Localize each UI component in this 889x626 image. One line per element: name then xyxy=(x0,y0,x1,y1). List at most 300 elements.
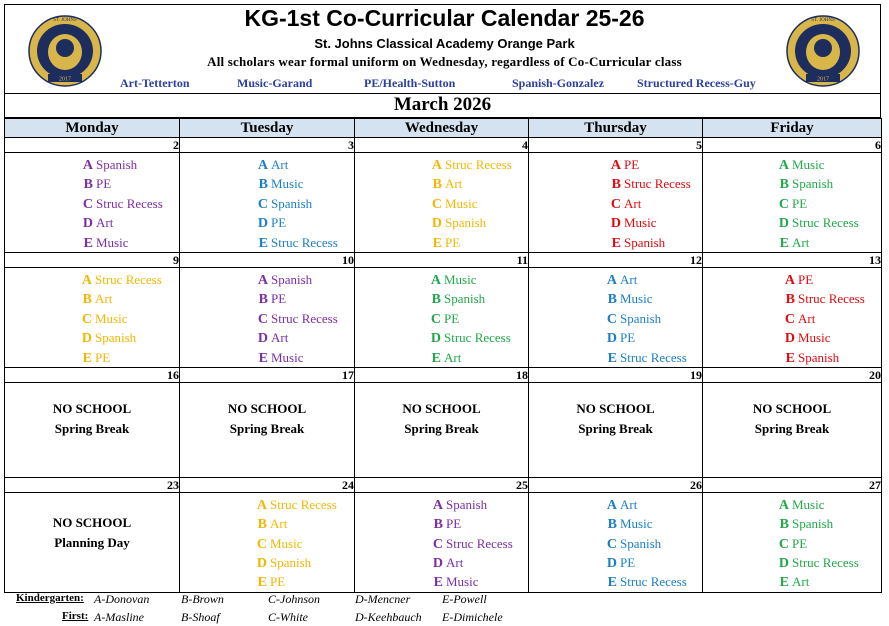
class-subject: Struc Recess xyxy=(96,195,163,211)
rotation-item xyxy=(428,194,528,213)
date-number: 23 xyxy=(5,477,180,492)
class-subject: Spanish xyxy=(798,349,840,365)
day-header-thursday: Thursday xyxy=(529,119,703,138)
rotation-item xyxy=(781,289,881,308)
date-number: 9 xyxy=(5,252,180,267)
date-number: 24 xyxy=(180,477,355,492)
class-subject: Struc Recess xyxy=(270,496,337,512)
no-school-label: NO SCHOOL xyxy=(402,400,481,416)
class-subject: Art xyxy=(624,195,642,211)
group-letter: A xyxy=(606,497,617,513)
class-subject: Art xyxy=(271,157,289,172)
rotation-item xyxy=(254,309,354,328)
rotation-item xyxy=(429,534,528,553)
rotation-item xyxy=(607,174,702,193)
day-cell-friday xyxy=(703,153,882,253)
group-letter: E xyxy=(258,235,268,251)
group-letter: D xyxy=(81,331,92,347)
day-cell-tuesday xyxy=(180,153,355,253)
class-subject: Struc Recess xyxy=(271,234,338,250)
class-subject: Art xyxy=(444,349,462,365)
rotation-item xyxy=(79,194,179,213)
group-letter: E xyxy=(432,235,442,251)
class-subject: Struc Recess xyxy=(792,215,859,231)
no-school-notice xyxy=(5,383,179,439)
date-number: 10 xyxy=(180,252,355,267)
calendar-grid xyxy=(4,118,882,593)
group-letter: B xyxy=(83,177,93,193)
group-letter: A xyxy=(431,158,442,173)
rotation-item xyxy=(603,328,702,347)
rotation-item xyxy=(253,495,354,514)
rotation-list xyxy=(703,495,881,592)
group-letter: D xyxy=(606,556,617,572)
class-subject: Spanish xyxy=(624,234,666,250)
class-subject: Struc Recess xyxy=(446,535,513,551)
class-subject: Art xyxy=(96,215,114,231)
class-subject: PE xyxy=(96,176,112,192)
rotation-item xyxy=(78,309,179,328)
group-letter: B xyxy=(432,177,442,193)
rotation-item xyxy=(427,309,528,328)
class-subject: Spanish xyxy=(620,535,662,551)
class-subject: PE xyxy=(798,271,814,287)
date-number: 25 xyxy=(355,477,529,492)
group-letter: B xyxy=(258,292,268,308)
date-number: 4 xyxy=(355,138,529,153)
day-cell-friday xyxy=(703,382,882,477)
rotation-item xyxy=(607,213,702,232)
rotation-item xyxy=(254,155,354,174)
rotation-list xyxy=(703,270,881,367)
rotation-item xyxy=(781,348,881,367)
rotation-item xyxy=(254,270,354,289)
rotation-item xyxy=(775,194,881,213)
class-subject: Spanish xyxy=(792,176,834,192)
rotation-list xyxy=(355,495,528,592)
group-letter: C xyxy=(606,536,617,552)
crest-top-text: ST. JOHNS xyxy=(811,18,835,23)
no-school-reason: Spring Break xyxy=(404,420,479,436)
no-school-notice xyxy=(703,383,881,439)
group-letter: A xyxy=(82,158,93,173)
date-number: 11 xyxy=(355,252,529,267)
group-letter: B xyxy=(258,177,268,193)
date-number: 18 xyxy=(355,367,529,382)
group-letter: A xyxy=(257,272,268,288)
rotation-item xyxy=(428,174,528,193)
class-subject: Music xyxy=(271,349,304,365)
rotation-item xyxy=(603,534,702,553)
class-subject: PE xyxy=(95,349,111,365)
class-subject: Spanish xyxy=(95,330,137,346)
date-number: 5 xyxy=(529,138,703,153)
rotation-item xyxy=(427,348,528,367)
group-letter: C xyxy=(610,196,621,212)
group-letter: A xyxy=(610,158,621,173)
rotation-item xyxy=(603,289,702,308)
class-subject: Music xyxy=(620,291,653,307)
class-subject: Spanish xyxy=(620,310,662,326)
rotation-list xyxy=(529,270,702,367)
group-letter: C xyxy=(257,196,268,212)
class-subject: Struc Recess xyxy=(798,291,865,307)
class-subject: PE xyxy=(624,157,640,172)
group-letter: D xyxy=(257,331,268,347)
group-letter: E xyxy=(785,350,795,366)
rotation-item xyxy=(79,233,179,252)
class-subject: PE xyxy=(444,310,460,326)
class-subject: Music xyxy=(624,215,657,231)
class-subject: Art xyxy=(446,555,464,571)
crest-year: 2017 xyxy=(59,76,71,83)
first-group-d: D-Keehbauch xyxy=(355,610,422,624)
rotation-item xyxy=(253,514,354,533)
day-cell-thursday xyxy=(529,153,703,253)
rotation-item xyxy=(603,348,702,367)
group-letter: B xyxy=(785,292,795,308)
rotation-item xyxy=(781,309,881,328)
rotation-item xyxy=(428,155,528,174)
rotation-item xyxy=(775,233,881,252)
day-cell-tuesday xyxy=(180,492,355,592)
group-letter: A xyxy=(606,272,617,288)
group-letter: B xyxy=(607,292,617,308)
class-subject: PE xyxy=(792,195,808,211)
rotation-item xyxy=(254,194,354,213)
rotation-list xyxy=(5,270,179,367)
rotation-item xyxy=(775,495,881,514)
no-school-notice xyxy=(5,493,179,553)
day-cell-wednesday xyxy=(355,267,529,367)
group-letter: B xyxy=(607,517,617,533)
group-letter: C xyxy=(606,311,617,327)
no-school-reason: Spring Break xyxy=(229,420,305,436)
rotation-item xyxy=(429,553,528,572)
no-school-label: NO SCHOOL xyxy=(52,400,132,416)
class-subject: Struc Recess xyxy=(271,310,338,326)
group-letter: E xyxy=(607,575,617,591)
rotation-item xyxy=(79,213,179,232)
class-subject: Spanish xyxy=(271,195,313,211)
group-letter: A xyxy=(430,272,441,288)
group-letter: C xyxy=(778,536,789,552)
day-header-tuesday: Tuesday xyxy=(180,119,355,138)
teacher-art: Art-Tetterton xyxy=(120,76,190,90)
rotation-list xyxy=(355,270,528,367)
rotation-item xyxy=(253,534,354,553)
class-subject: Art xyxy=(620,496,638,512)
rotation-item xyxy=(254,213,354,232)
rotation-list xyxy=(529,155,702,252)
first-group-b: B-Shoaf xyxy=(181,610,220,624)
class-subject: PE xyxy=(620,555,636,571)
group-letter: D xyxy=(257,216,268,232)
day-cell-monday xyxy=(5,153,180,253)
class-subject: Struc Recess xyxy=(792,555,859,571)
class-subject: Spanish xyxy=(792,516,834,532)
day-cell-wednesday xyxy=(355,382,529,477)
date-number: 12 xyxy=(529,252,703,267)
rotation-item xyxy=(78,289,179,308)
rotation-item xyxy=(428,233,528,252)
class-subject: Struc Recess xyxy=(620,574,687,590)
rotation-item xyxy=(253,553,354,572)
kg-group-c: C-Johnson xyxy=(268,592,320,606)
class-subject: Music xyxy=(95,310,128,326)
group-letter: E xyxy=(83,235,93,251)
day-cell-wednesday xyxy=(355,492,529,592)
rotation-item xyxy=(78,348,179,367)
date-number: 27 xyxy=(703,477,882,492)
first-group-a: A-Masline xyxy=(94,610,144,624)
rotation-item xyxy=(429,514,528,533)
teacher-recess: Structured Recess-Guy xyxy=(637,76,756,90)
no-school-reason: Planning Day xyxy=(54,534,130,550)
date-number: 2 xyxy=(5,138,180,153)
rotation-item xyxy=(775,174,881,193)
class-subject: Spanish xyxy=(446,496,488,512)
group-letter: C xyxy=(432,536,443,552)
group-letter: E xyxy=(779,575,789,591)
day-cell-friday xyxy=(703,492,882,592)
first-group-c: C-White xyxy=(268,610,308,624)
rotation-item xyxy=(429,572,528,591)
rotation-list xyxy=(5,155,179,252)
group-letter: D xyxy=(610,216,621,232)
first-label: First: xyxy=(62,610,89,622)
group-letter: B xyxy=(779,517,789,533)
rotation-item xyxy=(78,328,179,347)
rotation-item xyxy=(79,155,179,174)
day-cell-friday xyxy=(703,267,882,367)
class-subject: PE xyxy=(445,234,461,250)
group-letter: A xyxy=(432,497,443,513)
class-subject: Spanish xyxy=(270,555,312,571)
group-letter: C xyxy=(778,196,789,212)
day-header-wednesday: Wednesday xyxy=(355,119,529,138)
class-subject: Art xyxy=(792,574,810,590)
uniform-note: All scholars wear formal uniform on Wednesday, regardless of Co-Curricular class xyxy=(207,54,682,69)
no-school-reason: Spring Break xyxy=(54,420,130,436)
no-school-notice xyxy=(180,383,354,439)
no-school-reason: Spring Break xyxy=(578,420,653,436)
rotation-list xyxy=(355,155,528,252)
rotation-item xyxy=(79,174,179,193)
date-number: 16 xyxy=(5,367,180,382)
group-letter: D xyxy=(431,216,442,232)
group-letter: D xyxy=(432,556,443,572)
class-subject: Struc Recess xyxy=(95,271,162,287)
date-number: 6 xyxy=(703,138,882,153)
rotation-item xyxy=(607,233,702,252)
day-header-friday: Friday xyxy=(703,119,882,138)
class-subject: Music xyxy=(270,535,303,551)
class-subject: Art xyxy=(620,271,638,287)
class-subject: Spanish xyxy=(271,271,313,287)
class-subject: PE xyxy=(271,215,287,231)
group-letter: D xyxy=(606,331,617,347)
rotation-item xyxy=(603,572,702,591)
date-number: 26 xyxy=(529,477,703,492)
rotation-item xyxy=(427,270,528,289)
class-subject: Music xyxy=(798,330,831,346)
group-letter: C xyxy=(257,311,268,327)
rotation-item xyxy=(781,270,881,289)
rotation-item xyxy=(603,495,702,514)
group-letter: E xyxy=(82,350,92,366)
class-subject: Music xyxy=(792,157,825,172)
rotation-item xyxy=(775,572,881,591)
group-letter: C xyxy=(431,196,442,212)
rotation-item xyxy=(607,194,702,213)
class-subject: Music xyxy=(620,516,653,532)
first-group-e: E-Dimichele xyxy=(442,610,503,624)
class-subject: Art xyxy=(271,330,289,346)
class-subject: PE xyxy=(620,330,636,346)
group-letter: E xyxy=(257,575,267,591)
rotation-item xyxy=(427,289,528,308)
group-letter: A xyxy=(778,497,789,513)
rotation-item xyxy=(775,553,881,572)
rotation-list xyxy=(180,495,354,592)
group-letter: D xyxy=(256,556,267,572)
class-subject: PE xyxy=(270,574,286,590)
no-school-notice xyxy=(355,383,528,439)
day-cell-monday xyxy=(5,492,180,592)
rotation-item xyxy=(429,495,528,514)
day-cell-tuesday xyxy=(180,267,355,367)
class-subject: Spanish xyxy=(445,215,487,231)
group-letter: D xyxy=(778,216,789,232)
class-subject: Music xyxy=(792,496,825,512)
group-letter: E xyxy=(607,350,617,366)
calendar-title: KG-1st Co-Curricular Calendar 25-26 xyxy=(244,5,645,31)
group-letter: E xyxy=(258,350,268,366)
class-subject: Music xyxy=(96,234,129,250)
group-letter: B xyxy=(779,177,789,193)
group-letter: B xyxy=(257,517,267,533)
group-letter: C xyxy=(256,536,267,552)
day-cell-tuesday xyxy=(180,382,355,477)
no-school-reason: Spring Break xyxy=(754,420,830,436)
rotation-item xyxy=(254,348,354,367)
class-subject: Music xyxy=(444,271,477,287)
group-letter: D xyxy=(778,556,789,572)
day-cell-wednesday xyxy=(355,153,529,253)
date-number: 19 xyxy=(529,367,703,382)
class-subject: Music xyxy=(445,195,478,211)
kg-group-b: B-Brown xyxy=(181,592,224,606)
rotation-item xyxy=(254,233,354,252)
group-letter: A xyxy=(784,272,795,288)
date-number: 17 xyxy=(180,367,355,382)
rotation-item xyxy=(254,289,354,308)
day-header-monday: Monday xyxy=(5,119,180,138)
rotation-list xyxy=(529,495,702,592)
crest-year: 2017 xyxy=(817,76,829,83)
day-cell-monday xyxy=(5,267,180,367)
rotation-item xyxy=(603,309,702,328)
class-subject: Struc Recess xyxy=(444,330,511,346)
group-letter: A xyxy=(257,158,268,173)
day-cell-monday xyxy=(5,382,180,477)
day-cell-thursday xyxy=(529,382,703,477)
group-letter: D xyxy=(430,331,441,347)
no-school-label: NO SCHOOL xyxy=(227,400,307,416)
class-subject: Art xyxy=(798,310,816,326)
rotation-item xyxy=(775,213,881,232)
teacher-pe: PE/Health-Sutton xyxy=(364,76,456,90)
class-subject: Art xyxy=(270,516,288,532)
rotation-item xyxy=(603,553,702,572)
rotation-item xyxy=(603,270,702,289)
no-school-label: NO SCHOOL xyxy=(52,514,132,530)
day-cell-thursday xyxy=(529,492,703,592)
group-letter: E xyxy=(431,350,441,366)
class-subject: Music xyxy=(271,176,304,192)
rotation-list xyxy=(180,155,354,252)
class-subject: PE xyxy=(446,516,462,532)
group-letter: D xyxy=(82,216,93,232)
rotation-item xyxy=(78,270,179,289)
date-number: 20 xyxy=(703,367,882,382)
rotation-item xyxy=(781,328,881,347)
crest-top-text: ST. JOHNS xyxy=(53,18,77,23)
group-letter: B xyxy=(82,292,92,308)
date-number: 13 xyxy=(703,252,882,267)
class-subject: Struc Recess xyxy=(624,176,691,192)
rotation-item xyxy=(253,572,354,591)
group-letter: A xyxy=(778,158,789,173)
rotation-item xyxy=(427,328,528,347)
no-school-notice xyxy=(529,383,702,439)
group-letter: E xyxy=(611,235,621,251)
school-name: St. Johns Classical Academy Orange Park xyxy=(314,36,575,51)
group-letter: D xyxy=(784,331,795,347)
rotation-item xyxy=(603,514,702,533)
group-letter: A xyxy=(81,272,92,288)
rotation-list xyxy=(180,270,354,367)
no-school-label: NO SCHOOL xyxy=(576,400,655,416)
rotation-item xyxy=(775,155,881,174)
group-letter: B xyxy=(611,177,621,193)
rotation-item xyxy=(775,534,881,553)
group-letter: C xyxy=(82,196,93,212)
kg-group-e: E-Powell xyxy=(442,592,487,606)
kg-group-d: D-Mencner xyxy=(355,592,411,606)
group-letter: E xyxy=(433,575,443,591)
class-subject: Spanish xyxy=(444,291,486,307)
group-letter: E xyxy=(779,235,789,251)
teacher-spanish: Spanish-Gonzalez xyxy=(512,76,605,90)
group-letter: B xyxy=(431,292,441,308)
class-subject: Spanish xyxy=(96,157,138,172)
day-cell-thursday xyxy=(529,267,703,367)
rotation-list xyxy=(703,155,881,252)
group-letter: C xyxy=(430,311,441,327)
class-subject: Art xyxy=(792,234,810,250)
kg-group-a: A-Donovan xyxy=(94,592,150,606)
teacher-music: Music-Garand xyxy=(237,76,313,90)
rotation-item xyxy=(254,328,354,347)
date-number: 3 xyxy=(180,138,355,153)
class-subject: PE xyxy=(792,535,808,551)
group-letter: A xyxy=(256,497,267,513)
class-subject: Struc Recess xyxy=(620,349,687,365)
group-letter: B xyxy=(433,517,443,533)
class-subject: PE xyxy=(271,291,287,307)
